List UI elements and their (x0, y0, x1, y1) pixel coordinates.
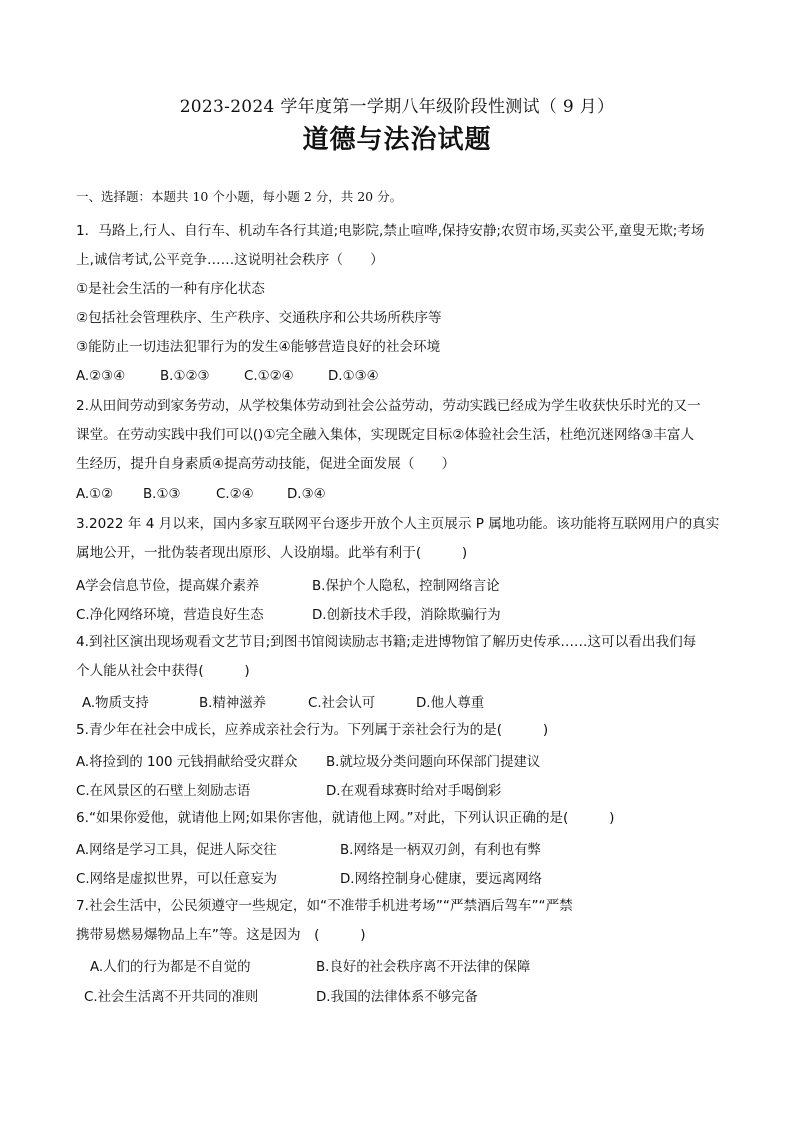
question-6 (76, 804, 726, 833)
statement-2: ②包括社会管理秩序、生产秩序、交通秩序和公共场所秩序等 (76, 310, 442, 326)
option-a[interactable]: A.物质支持 (82, 696, 149, 711)
option-b[interactable]: B.良好的社会秩序离不开法律的保障 (316, 960, 531, 975)
question-text: 上,诚信考试,公平竞争……这说明社会秩序（ ） (76, 252, 384, 268)
question-text: 3.2022 年 4 月以来，国内多家互联网平台逐步开放个人主页展示 P 属地功能。该功能将互联网用户的真实 (76, 516, 720, 532)
question-text: 生经历，提升自身素质④提高劳动技能，促进全面发展（ ） (76, 456, 456, 472)
question-text: 2.从田间劳动到家务劳动，从学校集体劳动到社会公益劳动，劳动实践已经成为学生收获快乐时光的又一 (76, 398, 701, 414)
option-b[interactable]: B.精神滋养 (199, 696, 267, 711)
option-b[interactable]: B.①③ (143, 487, 181, 502)
option-d[interactable]: D.在观看球赛时给对手喝倒彩 (326, 784, 502, 799)
question-2-options (76, 487, 326, 502)
option-c[interactable]: C.净化网络环境，营造良好生态 (76, 608, 264, 623)
question-text: 1．马路上,行人、自行车、机动车各行其道;电影院,禁止喧哗,保持安静;农贸市场,买卖公平,童叟无欺;考场 (76, 223, 705, 239)
option-c[interactable]: C.在风景区的石壁上刻励志语 (76, 784, 251, 799)
question-text: 携带易燃易爆物品上车”等。这是因为 ( ) (76, 927, 366, 943)
question-text: 个人能从社会中获得( ) (76, 663, 250, 679)
option-d[interactable]: D.我国的法律体系不够完备 (316, 990, 478, 1005)
question-text: 6.“如果你爱他，就请他上网;如果你害他，就请他上网。”对此，下列认识正确的是( ) (76, 810, 615, 826)
section-heading: 一、选择题：本题共 10 个小题，每小题 2 分，共 20 分。 (76, 189, 403, 204)
option-d[interactable]: D.网络控制身心健康，要远离网络 (340, 872, 543, 887)
question-7 (76, 892, 726, 950)
option-a[interactable]: A学会信息节俭，提高媒介素养 (76, 579, 260, 594)
option-a[interactable]: A.人们的行为都是不自觉的 (90, 960, 251, 975)
option-c[interactable]: C.网络是虚拟世界，可以任意妄为 (76, 872, 278, 887)
question-3 (76, 510, 726, 568)
question-text: 课堂。在劳动实践中我们可以()①完全融入集体，实现既定目标②体验社会生活，杜绝沉迷网络③丰富人 (76, 427, 695, 443)
option-b[interactable]: B.①②③ (160, 369, 210, 384)
question-text: 4.到社区演出现场观看文艺节目;到图书馆阅读励志书籍;走进博物馆了解历史传承……这可以看出我们每 (76, 634, 697, 650)
question-4 (76, 628, 726, 686)
option-b[interactable]: B.就垃圾分类问题向环保部门提建议 (326, 755, 541, 770)
option-c[interactable]: C.②④ (216, 487, 254, 502)
exam-title: 2023-2024 学年度第一学期八年级阶段性测试（ 9 月） (179, 97, 615, 117)
subject-title: 道德与法治试题 (302, 125, 492, 155)
option-a[interactable]: A.②③④ (76, 369, 126, 384)
question-2 (76, 392, 726, 479)
option-b[interactable]: B.保护个人隐私，控制网络言论 (312, 579, 500, 594)
option-b[interactable]: B.网络是一柄双刃剑，有利也有弊 (340, 843, 541, 858)
option-a[interactable]: A.①② (76, 487, 114, 502)
option-d[interactable]: D.①③④ (328, 369, 379, 384)
option-a[interactable]: A.将捡到的 100 元钱捐献给受灾群众 (76, 755, 298, 770)
question-text: 7.社会生活中，公民须遵守一些规定，如“不准带手机进考场”“严禁酒后驾车”“严禁 (76, 898, 573, 914)
question-4-options (82, 692, 484, 711)
statement-1: ①是社会生活的一种有序化状态 (76, 281, 265, 297)
option-d[interactable]: D.创新技术手段，消除欺骗行为 (312, 608, 501, 623)
option-d[interactable]: D.③④ (287, 487, 326, 502)
statement-3-4: ③能防止一切违法犯罪行为的发生④能够营造良好的社会环境 (76, 339, 441, 355)
option-c[interactable]: C.社会认可 (308, 696, 376, 711)
option-a[interactable]: A.网络是学习工具，促进人际交往 (76, 843, 277, 858)
option-c[interactable]: C.①②④ (244, 369, 294, 384)
question-text: 5.青少年在社会中成长，应养成亲社会行为。下列属于亲社会行为的是( ) (76, 722, 549, 738)
question-1-options (76, 369, 379, 384)
question-1 (76, 217, 726, 362)
question-5 (76, 716, 726, 745)
option-d[interactable]: D.他人尊重 (416, 696, 485, 711)
option-c[interactable]: C.社会生活离不开共同的准则 (84, 990, 259, 1005)
question-text: 属地公开，一批伪装者现出原形、人设崩塌。此举有利于( ) (76, 545, 468, 561)
